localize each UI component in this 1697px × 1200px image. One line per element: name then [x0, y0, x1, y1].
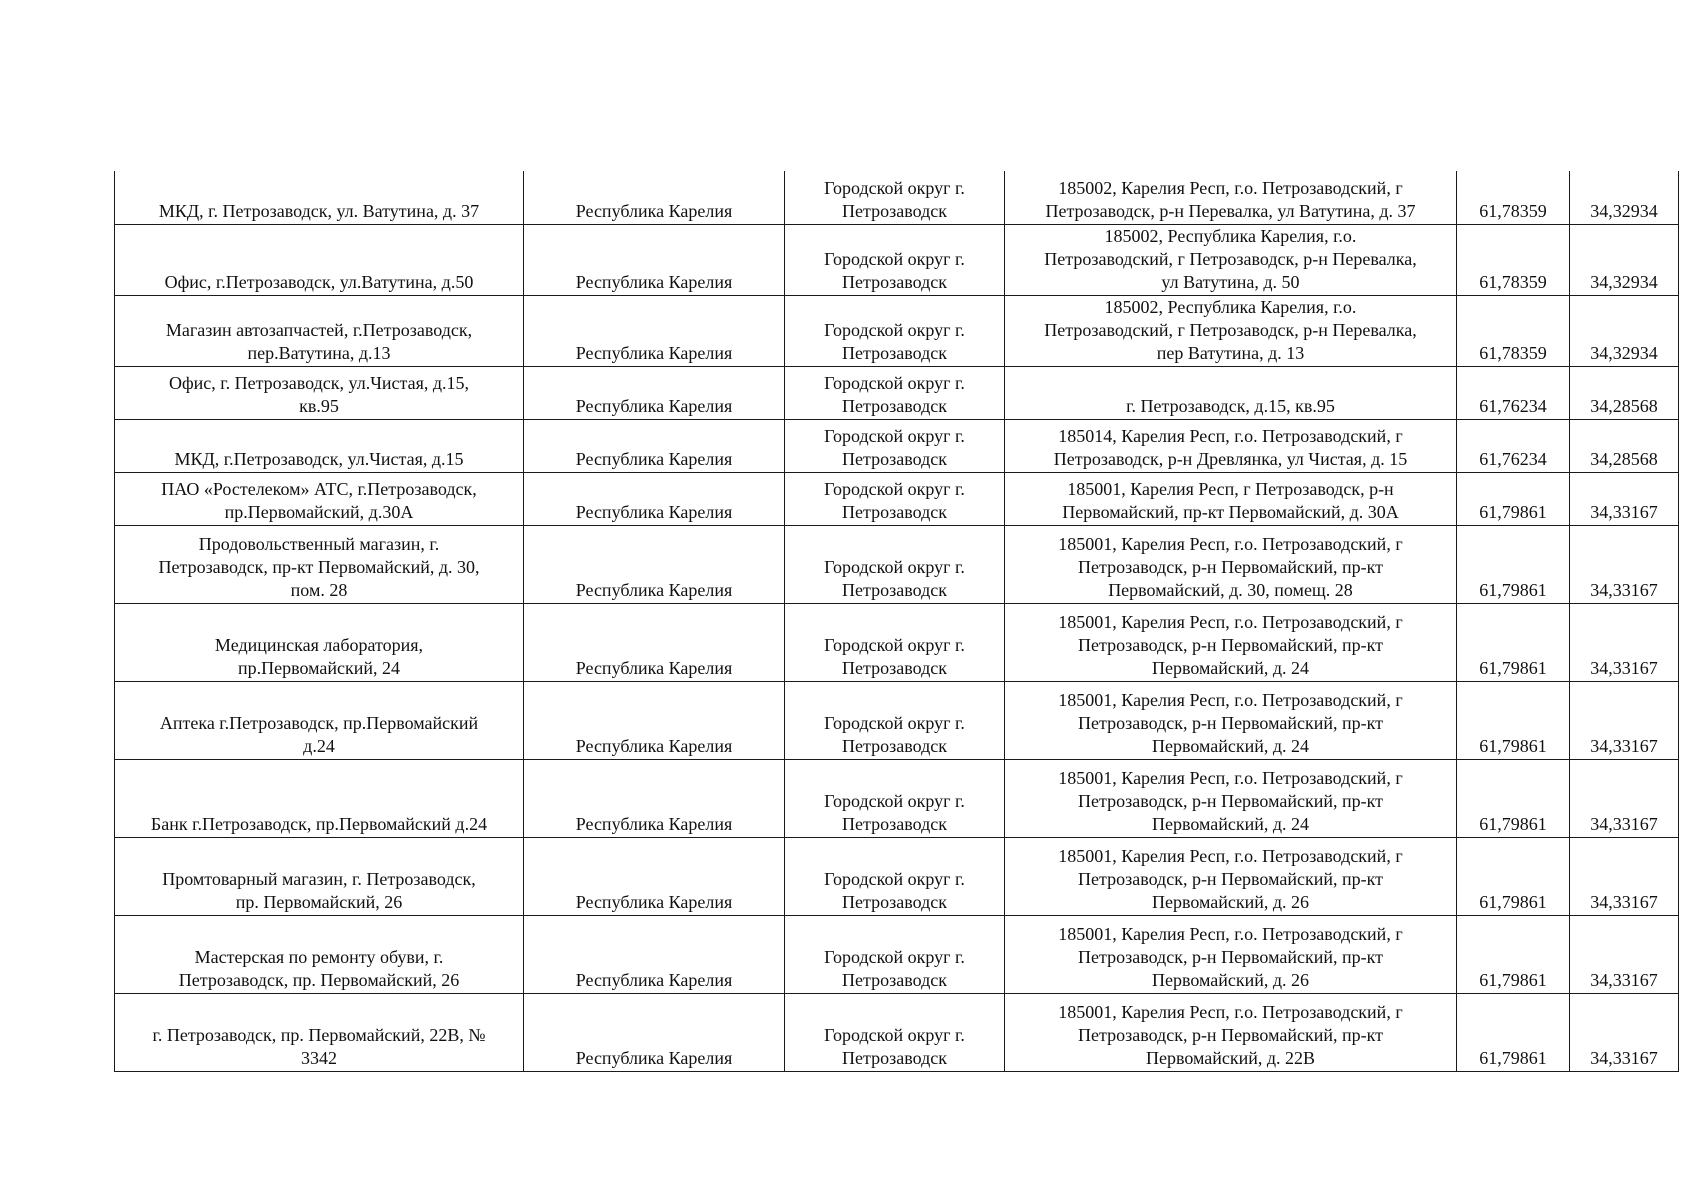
- cell-municipality: Городской округ г. Петрозаводск: [785, 681, 1005, 759]
- table-row: [115, 603, 1679, 681]
- cell-latitude: 61,79861: [1457, 759, 1570, 837]
- cell-municipality: Городской округ г. Петрозаводск: [785, 603, 1005, 681]
- cell-region: Республика Карелия: [524, 525, 785, 603]
- cell-latitude: 61,79861: [1457, 603, 1570, 681]
- cell-region: Республика Карелия: [524, 603, 785, 681]
- cell-region: Республика Карелия: [524, 681, 785, 759]
- cell-municipality: Городской округ г. Петрозаводск: [785, 224, 1005, 295]
- table-body: [115, 171, 1679, 1071]
- table-row: [115, 171, 1679, 224]
- cell-municipality: Городской округ г. Петрозаводск: [785, 525, 1005, 603]
- cell-longitude: 34,28568: [1570, 366, 1679, 419]
- cell-latitude: 61,76234: [1457, 366, 1570, 419]
- table-row: [115, 915, 1679, 993]
- cell-longitude: 34,32934: [1570, 171, 1679, 224]
- cell-region: Республика Карелия: [524, 993, 785, 1071]
- cell-latitude: 61,79861: [1457, 472, 1570, 525]
- cell-address: 185002, Республика Карелия, г.о. Петрозаводский, г Петрозаводск, р-н Перевалка, ул Ватутина, д. 50: [1005, 224, 1457, 295]
- cell-longitude: 34,32934: [1570, 295, 1679, 366]
- cell-latitude: 61,78359: [1457, 171, 1570, 224]
- cell-object: Медицинская лаборатория, пр.Первомайский, 24: [115, 603, 524, 681]
- cell-longitude: 34,33167: [1570, 759, 1679, 837]
- cell-latitude: 61,79861: [1457, 681, 1570, 759]
- cell-region: Республика Карелия: [524, 419, 785, 472]
- cell-object: Офис, г.Петрозаводск, ул.Ватутина, д.50: [115, 224, 524, 295]
- cell-latitude: 61,79861: [1457, 993, 1570, 1071]
- cell-object: Магазин автозапчастей, г.Петрозаводск, пер.Ватутина, д.13: [115, 295, 524, 366]
- cell-address: 185002, Республика Карелия, г.о. Петрозаводский, г Петрозаводск, р-н Перевалка, пер Ватутина, д. 13: [1005, 295, 1457, 366]
- cell-latitude: 61,76234: [1457, 419, 1570, 472]
- cell-object: Продовольственный магазин, г. Петрозаводск, пр-кт Первомайский, д. 30, пом. 28: [115, 525, 524, 603]
- cell-longitude: 34,28568: [1570, 419, 1679, 472]
- cell-latitude: 61,78359: [1457, 224, 1570, 295]
- cell-latitude: 61,78359: [1457, 295, 1570, 366]
- cell-address: 185001, Карелия Респ, г.о. Петрозаводский, г Петрозаводск, р-н Первомайский, пр-кт Первомайский, д. 24: [1005, 681, 1457, 759]
- cell-object: Промтоварный магазин, г. Петрозаводск, пр. Первомайский, 26: [115, 837, 524, 915]
- cell-address: 185001, Карелия Респ, г.о. Петрозаводский, г Петрозаводск, р-н Первомайский, пр-кт Первомайский, д. 30, помещ. 28: [1005, 525, 1457, 603]
- cell-longitude: 34,33167: [1570, 993, 1679, 1071]
- cell-object: Мастерская по ремонту обуви, г. Петрозаводск, пр. Первомайский, 26: [115, 915, 524, 993]
- cell-region: Республика Карелия: [524, 915, 785, 993]
- cell-longitude: 34,32934: [1570, 224, 1679, 295]
- cell-object: г. Петрозаводск, пр. Первомайский, 22В, № 3342: [115, 993, 524, 1071]
- cell-object: МКД, г.Петрозаводск, ул.Чистая, д.15: [115, 419, 524, 472]
- table-row: [115, 366, 1679, 419]
- cell-address: 185001, Карелия Респ, г.о. Петрозаводский, г Петрозаводск, р-н Первомайский, пр-кт Первомайский, д. 26: [1005, 837, 1457, 915]
- table-row: [115, 759, 1679, 837]
- cell-object: ПАО «Ростелеком» АТС, г.Петрозаводск, пр.Первомайский, д.30А: [115, 472, 524, 525]
- cell-address: 185001, Карелия Респ, г.о. Петрозаводский, г Петрозаводск, р-н Первомайский, пр-кт Первомайский, д. 24: [1005, 759, 1457, 837]
- cell-municipality: Городской округ г. Петрозаводск: [785, 419, 1005, 472]
- cell-longitude: 34,33167: [1570, 681, 1679, 759]
- cell-address: 185014, Карелия Респ, г.о. Петрозаводский, г Петрозаводск, р-н Древлянка, ул Чистая, д. 15: [1005, 419, 1457, 472]
- cell-region: Республика Карелия: [524, 759, 785, 837]
- cell-municipality: Городской округ г. Петрозаводск: [785, 837, 1005, 915]
- cell-municipality: Городской округ г. Петрозаводск: [785, 171, 1005, 224]
- table-row: [115, 681, 1679, 759]
- cell-address: 185001, Карелия Респ, г.о. Петрозаводский, г Петрозаводск, р-н Первомайский, пр-кт Первомайский, д. 26: [1005, 915, 1457, 993]
- cell-address: 185001, Карелия Респ, г Петрозаводск, р-н Первомайский, пр-кт Первомайский, д. 30А: [1005, 472, 1457, 525]
- cell-longitude: 34,33167: [1570, 525, 1679, 603]
- cell-address: 185002, Карелия Респ, г.о. Петрозаводский, г Петрозаводск, р-н Перевалка, ул Ватутина, д. 37: [1005, 171, 1457, 224]
- cell-municipality: Городской округ г. Петрозаводск: [785, 366, 1005, 419]
- table-row: [115, 993, 1679, 1071]
- cell-municipality: Городской округ г. Петрозаводск: [785, 915, 1005, 993]
- cell-object: МКД, г. Петрозаводск, ул. Ватутина, д. 37: [115, 171, 524, 224]
- table-row: [115, 295, 1679, 366]
- cell-municipality: Городской округ г. Петрозаводск: [785, 295, 1005, 366]
- cell-longitude: 34,33167: [1570, 472, 1679, 525]
- cell-region: Республика Карелия: [524, 171, 785, 224]
- cell-region: Республика Карелия: [524, 366, 785, 419]
- cell-municipality: Городской округ г. Петрозаводск: [785, 472, 1005, 525]
- cell-object: Офис, г. Петрозаводск, ул.Чистая, д.15, кв.95: [115, 366, 524, 419]
- address-table: [114, 171, 1679, 1072]
- table-row: [115, 224, 1679, 295]
- cell-municipality: Городской округ г. Петрозаводск: [785, 993, 1005, 1071]
- table-row: [115, 837, 1679, 915]
- cell-address: 185001, Карелия Респ, г.о. Петрозаводский, г Петрозаводск, р-н Первомайский, пр-кт Первомайский, д. 24: [1005, 603, 1457, 681]
- cell-address: г. Петрозаводск, д.15, кв.95: [1005, 366, 1457, 419]
- cell-region: Республика Карелия: [524, 837, 785, 915]
- cell-region: Республика Карелия: [524, 224, 785, 295]
- table-row: [115, 525, 1679, 603]
- cell-latitude: 61,79861: [1457, 525, 1570, 603]
- cell-region: Республика Карелия: [524, 472, 785, 525]
- cell-object: Банк г.Петрозаводск, пр.Первомайский д.24: [115, 759, 524, 837]
- cell-address: 185001, Карелия Респ, г.о. Петрозаводский, г Петрозаводск, р-н Первомайский, пр-кт Первомайский, д. 22В: [1005, 993, 1457, 1071]
- table-row: [115, 472, 1679, 525]
- cell-longitude: 34,33167: [1570, 915, 1679, 993]
- cell-object: Аптека г.Петрозаводск, пр.Первомайский д.24: [115, 681, 524, 759]
- cell-municipality: Городской округ г. Петрозаводск: [785, 759, 1005, 837]
- cell-latitude: 61,79861: [1457, 915, 1570, 993]
- cell-latitude: 61,79861: [1457, 837, 1570, 915]
- cell-region: Республика Карелия: [524, 295, 785, 366]
- cell-longitude: 34,33167: [1570, 603, 1679, 681]
- cell-longitude: 34,33167: [1570, 837, 1679, 915]
- table-row: [115, 419, 1679, 472]
